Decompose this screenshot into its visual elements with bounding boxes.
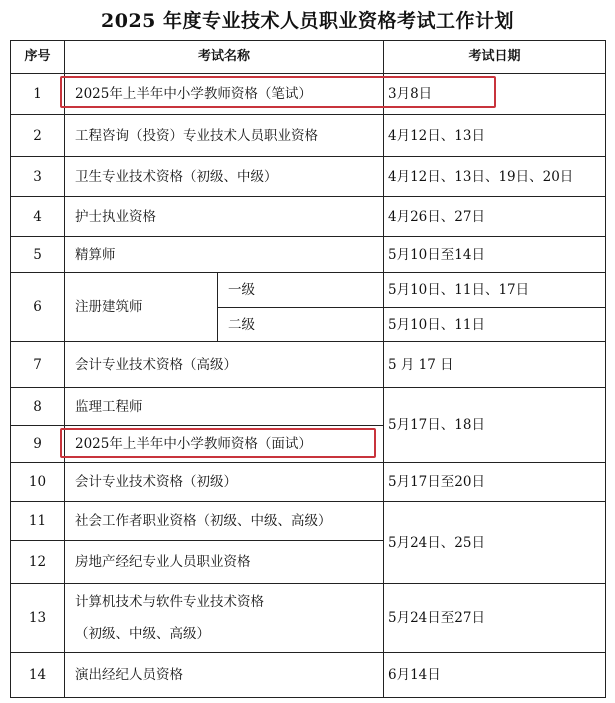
row-9-name: 2025年上半年中小学教师资格（面试） (75, 436, 312, 452)
row-8-name: 监理工程师 (75, 398, 143, 415)
row-7-name: 会计专业技术资格（高级） (75, 356, 237, 373)
row-13-no: 13 (28, 610, 47, 626)
row-6-no: 6 (33, 299, 42, 315)
row-3-no: 3 (33, 168, 42, 185)
row-1-no: 1 (33, 86, 42, 102)
rows-11-12-date: 5月24日、25日 (388, 534, 485, 551)
row-6-name: 注册建筑师 (75, 299, 143, 315)
row-11-name: 社会工作者职业资格（初级、中级、高级） (75, 513, 332, 529)
row-4-date: 4月26日、27日 (388, 208, 485, 225)
row-12-name: 房地产经纪专业人员职业资格 (75, 554, 251, 570)
row-7-date: 5 月 17 日 (388, 356, 454, 373)
header-date: 考试日期 (468, 49, 521, 64)
row-2-date: 4月12日、13日 (388, 127, 485, 144)
row-6-level-2: 二级 (228, 316, 255, 333)
row-13-date: 5月24日至27日 (388, 610, 485, 626)
row-3-name: 卫生专业技术资格（初级、中级） (75, 168, 278, 185)
row-4-no: 4 (33, 208, 42, 225)
page-title: 2025 年度专业技术人员职业资格考试工作计划 (101, 10, 514, 32)
row-1-date: 3月8日 (388, 86, 433, 102)
row-13-name-line-1: 计算机技术与软件专业技术资格 (75, 594, 264, 610)
row-14-date: 6月14日 (388, 667, 441, 683)
row-12-no: 12 (28, 554, 47, 570)
row-4-name: 护士执业资格 (75, 208, 156, 225)
row-7-no: 7 (33, 356, 42, 373)
row-1-name: 2025年上半年中小学教师资格（笔试） (75, 86, 312, 102)
row-11-no: 11 (28, 513, 47, 529)
highlight-box-written-exam (60, 76, 496, 108)
row-6-level-1: 一级 (228, 282, 255, 298)
row-13-name (65, 584, 383, 652)
row-10-name: 会计专业技术资格（初级） (75, 474, 237, 490)
row-2-name: 工程咨询（投资）专业技术人员职业资格 (75, 127, 318, 144)
row-8-no: 8 (33, 398, 42, 415)
row-6-date-1: 5月10日、11日、17日 (388, 282, 530, 298)
row-5-name: 精算师 (75, 246, 116, 263)
row-9-no: 9 (33, 436, 42, 452)
rows-8-9-date: 5月17日、18日 (388, 417, 485, 433)
row-5-date: 5月10日至14日 (388, 246, 485, 263)
row-10-date: 5月17日至20日 (388, 474, 485, 490)
row-14-no: 14 (28, 667, 47, 683)
row-5-no: 5 (33, 246, 42, 263)
row-3-date: 4月12日、13日、19日、20日 (388, 168, 574, 185)
highlight-box-interview (60, 428, 376, 458)
header-no: 序号 (24, 49, 51, 64)
row-6-date-2: 5月10日、11日 (388, 316, 485, 333)
row-14-name: 演出经纪人员资格 (75, 667, 183, 683)
row-2-no: 2 (33, 127, 42, 144)
row-10-no: 10 (28, 474, 47, 490)
row-13-name-line-2: （初级、中级、高级） (75, 626, 210, 642)
header-name: 考试名称 (197, 49, 250, 64)
